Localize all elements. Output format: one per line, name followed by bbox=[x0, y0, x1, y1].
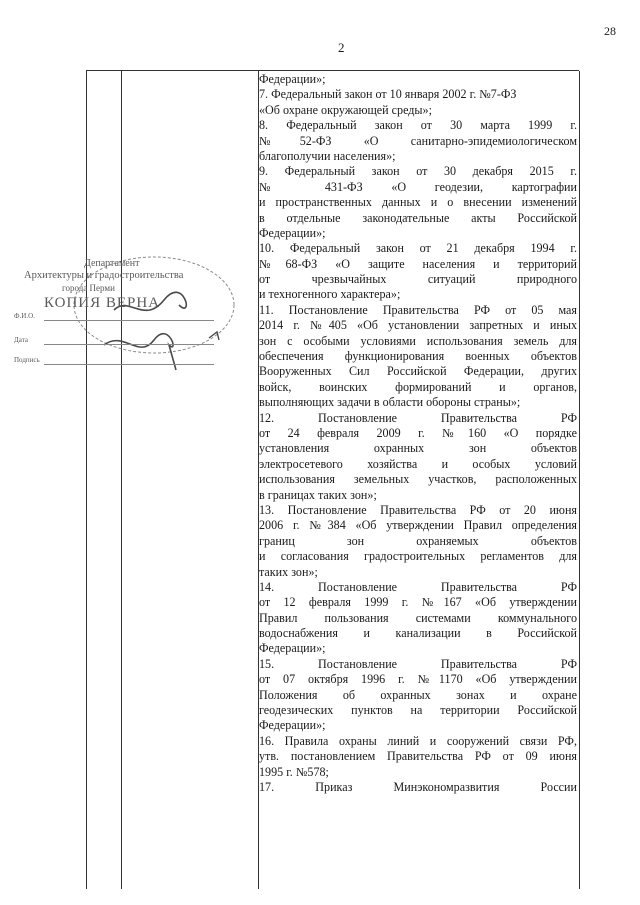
text-line: от чрезвычайных ситуаций природного bbox=[259, 272, 577, 287]
stamp-signature-line bbox=[44, 364, 214, 365]
text-line: Федерации»; bbox=[259, 718, 326, 733]
text-line: «Об охране окружающей среды»; bbox=[259, 102, 432, 117]
text-line: 17. Приказ Минэкономразвития России bbox=[259, 779, 577, 794]
text-line: выполняющих задачи в области обороны страны»; bbox=[259, 395, 521, 410]
stamp-label-fio: Ф.И.О. bbox=[14, 312, 35, 320]
text-line: геодезических пунктов на территории Российской bbox=[259, 703, 577, 718]
table-border-right bbox=[579, 71, 580, 889]
text-line: №52-ФЗ «О санитарно-эпидемиологическом bbox=[259, 133, 577, 148]
stamp-fio-line bbox=[44, 320, 214, 321]
stamp-label-date: Дата bbox=[14, 336, 28, 344]
text-line: использования земельных участков, расположенных bbox=[259, 472, 577, 487]
text-line: 14. Постановление Правительства РФ bbox=[259, 579, 577, 594]
stamp-org-line-3: города Перми bbox=[62, 283, 115, 293]
text-line: и согласования градостроительных регламентов для bbox=[259, 549, 577, 564]
text-line: в отдельные законодательные акты Российской bbox=[259, 210, 577, 225]
certification-stamp bbox=[4, 250, 244, 390]
text-line: от 24 февраля 2009 г. №160 «О порядке bbox=[259, 425, 577, 440]
text-line: 10. Федеральный закон от 21 декабря 1994 г. bbox=[259, 241, 577, 256]
text-line: границ зон охраняемых объектов bbox=[259, 533, 577, 548]
text-line: Федерации»; bbox=[259, 72, 326, 86]
text-line: зон с особыми условиями использования земель для bbox=[259, 333, 577, 348]
text-line: Федерации»; bbox=[259, 225, 326, 240]
text-line: № 431-ФЗ «О геодезии, картографии bbox=[259, 179, 577, 194]
table-column-divider-1 bbox=[121, 71, 122, 889]
text-line: Вооруженных Сил Российской Федерации, других bbox=[259, 364, 577, 379]
stamp-copy-label: КОПИЯ ВЕРНА bbox=[44, 295, 161, 311]
stamp-date-line bbox=[44, 344, 214, 345]
text-line: 13. Постановление Правительства РФ от 20 июня bbox=[259, 502, 577, 517]
text-line: 2014 г. №405 «Об установлении запретных и иных bbox=[259, 318, 577, 333]
text-line: 1995 г. №578; bbox=[259, 764, 329, 779]
text-line: таких зон»; bbox=[259, 564, 318, 579]
text-line: от 07 октября 1996 г. №1170 «Об утверждении bbox=[259, 672, 577, 687]
text-line: обеспечения функционирования военных объектов bbox=[259, 349, 577, 364]
text-line: от 12 февраля 1999 г. №167 «Об утверждении bbox=[259, 595, 577, 610]
text-line: войск, воинских формирований и органов, bbox=[259, 379, 577, 394]
text-line: электросетевого хозяйства и особых условий bbox=[259, 456, 577, 471]
text-line: 9. Федеральный закон от 30 декабря 2015 г. bbox=[259, 164, 577, 179]
stamp-org-line-2: Архитектуры и градостроительства bbox=[24, 270, 184, 281]
text-line: в границах таких зон»; bbox=[259, 487, 377, 502]
text-line: установления охранных зон объектов bbox=[259, 441, 577, 456]
stamp-label-signature: Подпись bbox=[14, 356, 40, 364]
text-line: и пространственных данных и о внесении изменений bbox=[259, 195, 577, 210]
page-number: 2 bbox=[338, 40, 345, 55]
text-line: благополучии населения»; bbox=[259, 148, 396, 163]
text-line: 2006 г. №384 «Об утверждении Правил определения bbox=[259, 518, 577, 533]
text-line: 8. Федеральный закон от 30 марта 1999 г. bbox=[259, 118, 577, 133]
text-line: Правил пользования системами коммунального bbox=[259, 610, 577, 625]
text-line: водоснабжения и канализации в Российской bbox=[259, 626, 577, 641]
legal-references-cell bbox=[259, 72, 577, 888]
text-line: №68-ФЗ «О защите населения и территорий bbox=[259, 256, 577, 271]
text-line: и техногенного характера»; bbox=[259, 287, 401, 302]
corner-page-number: 28 bbox=[604, 24, 616, 38]
text-line: утв. постановлением Правительства РФ от 09 июня bbox=[259, 749, 577, 764]
text-line: 16. Правила охраны линий и сооружений связи РФ, bbox=[259, 733, 577, 748]
text-line: 7. Федеральный закон от 10 января 2002 г. №7-ФЗ bbox=[259, 87, 517, 102]
stamp-org-line-1: Департамент bbox=[84, 258, 140, 269]
text-line: 11. Постановление Правительства РФ от 05 мая bbox=[259, 302, 577, 317]
text-line: Положения об охранных зонах и охране bbox=[259, 687, 577, 702]
text-line: Федерации»; bbox=[259, 641, 326, 656]
table-border-left bbox=[86, 71, 87, 889]
text-line: 15. Постановление Правительства РФ bbox=[259, 656, 577, 671]
text-line: 12. Постановление Правительства РФ bbox=[259, 410, 577, 425]
